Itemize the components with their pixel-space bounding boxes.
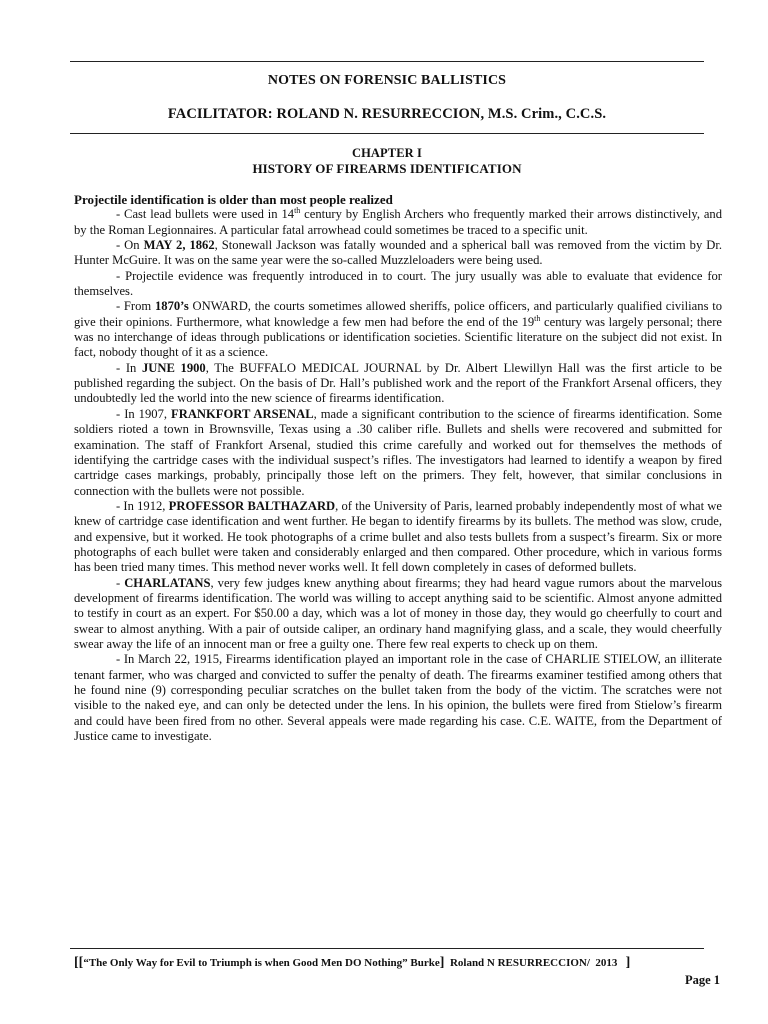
superscript: th: [534, 313, 541, 323]
paragraph-text: - Cast lead bullets were used in 14: [116, 207, 295, 222]
paragraph-text: - On: [116, 238, 144, 253]
chapter-number: CHAPTER I: [351, 146, 422, 160]
paragraph-text: , made a significant contribution to the science of firearms identification. Some soldiers rioted a town in Brownsville, Texas using a .30 caliber rifle. Bullets and shells were recovered and submitted for examination. The staff of Frankfort Arsenal, studied this crime carefully and worked out for themselves the methods of identifying the cartridge cases with the individual suspect’s rifles. The investigators had learned to identify a weapon by fired cartridge cases markings, probably, principally those left on the primers. They felt, however, that similar conclusions in connection with the bullets were not possible.: [74, 406, 722, 498]
paragraph-june-1900: [74, 361, 722, 407]
page-number: Page 1: [684, 973, 720, 987]
paragraph-text: - In 1912,: [116, 498, 169, 513]
paragraph-text: , of the University of Paris, learned probably independently most of what we knew of cartridge case identification and went further. He began to identify firearms by its bullets. The method was slow, crude, and expensive, but it worked. He took photographs of a crime bullet and also tests bullets from a suspect’s firearm. Six or more photographs of each bullet were taken and considerably enlarged and then compared. Other procedure, which in various forms has been tried many times. This method never works well. It fell down completely in cases of deformed bullets.: [74, 498, 722, 575]
footer-year: 2013: [595, 957, 618, 969]
paragraph-text: - In: [116, 360, 142, 375]
footer-mid-bracket: ]: [439, 955, 445, 970]
footer-quote: “The Only Way for Evil to Triumph is when Good Men DO Nothing” Burke: [83, 957, 440, 969]
top-rule: [70, 61, 704, 62]
paragraph-emphasis: CHARLATANS: [124, 575, 211, 590]
paragraph-text: , very few judges knew anything about firearms; they had heard vague rumors about the marvelous development of firearms identification. The world was willing to accept anything said to be scientific. Almost anyone admitted to testify in court as an expert. For $50.00 a day, which was a lot of money in those day, they would go cheerfully to court and swear to almost anything. With a pair of outside caliper, an ordinary hand magnifying glass, and a scale, they would cheerfully swear away the life of an innocent man or free a guilty one. There few real experts to check up on them.: [74, 575, 723, 651]
paragraph-stielow: - In March 22, 1915, Firearms identification played an important role in the case of CHARLIE STIELOW, an illiterate tenant farmer, who was charged and convicted to suffer the penalty of death. The firearms examiner testified among others that he found nine (9) corresponding peculiar scratches on the bullet taken from the body of the victim. The scratches were not visible to the naked eye, and can only be detected under the lens. In his opinion, the bullets were fired from Stielow’s firearm and could have been fired from no other. Several appeals were made regarding his case. C.E. WAITE, from the Department of Justice came to investigate.: [74, 652, 722, 744]
paragraph-frankfort-arsenal: [74, 407, 722, 499]
paragraph-1870s: [74, 299, 722, 360]
paragraph-emphasis: 1870’s: [154, 299, 189, 314]
paragraph-text: century by English Archers who frequently marked their arrows distinctively, and by the Roman Legionnaires. A particular fatal arrowhead could sometimes be traced to a specific unit.: [74, 207, 723, 237]
document-title: NOTES ON FORENSIC BALLISTICS: [267, 73, 507, 88]
footer-rule: [70, 948, 704, 949]
superscript: th: [294, 206, 301, 216]
paragraph-text: - In 1907,: [116, 406, 172, 421]
section-lead: Projectile identification is older than most people realized: [74, 192, 393, 207]
paragraph-text: , Stonewall Jackson was fatally wounded and a spherical ball was removed from the victim by Dr. Hunter McGuire. It was on the same year were the so-called Muzzleloaders were being used.: [74, 238, 722, 268]
paragraph-emphasis: FRANKFORT ARSENAL: [171, 406, 314, 421]
chapter-title: HISTORY OF FIREARMS IDENTIFICATION: [252, 161, 522, 176]
paragraph-balthazard: [74, 499, 722, 576]
footer-author: Roland N RESURRECCION/: [449, 957, 590, 969]
paragraph-emphasis: MAY 2, 1862: [143, 238, 215, 253]
footer-close-bracket: ]: [625, 955, 631, 970]
facilitator-line: FACILITATOR: ROLAND N. RESURRECCION, M.S. Crim., C.C.S.: [167, 106, 607, 122]
paragraph-court-evidence: - Projectile evidence was frequently introduced in to court. The jury usually was able to evaluate that evidence for themselves.: [74, 268, 722, 299]
paragraph-text: ONWARD, the courts sometimes allowed sheriffs, police officers, and particularly qualified civilians to give their opinions. Furthermore, what knowledge a few men had before the end of the 19: [74, 299, 722, 329]
paragraph-emphasis: PROFESSOR BALTHAZARD: [168, 498, 336, 513]
paragraph-text: - From: [116, 299, 155, 314]
paragraph-archers: [74, 207, 722, 238]
paragraph-stonewall: [74, 238, 722, 269]
paragraph-text: , The BUFFALO MEDICAL JOURNAL by Dr. Albert Llewillyn Hall was the first article to be published regarding the subject. On the basis of Dr. Hall’s published work and the report of the Frankfort Arsenal officers, they undoubtedly led the world into the new science of firearms identification.: [74, 360, 723, 406]
paragraph-emphasis: JUNE 1900: [141, 360, 206, 375]
footer-quote-line: [74, 955, 724, 971]
paragraph-charlatans: [74, 576, 722, 653]
document-body: [74, 192, 722, 744]
header-rule: [70, 133, 704, 134]
footer-open-bracket: [[: [74, 955, 84, 970]
paragraph-text: -: [116, 575, 125, 590]
paragraph-text: century was largely personal; there was no interchange of ideas through publications or identification societies. Scientific literature on the subject did not exist. In fact, nobody thought of it as a science.: [74, 314, 722, 360]
